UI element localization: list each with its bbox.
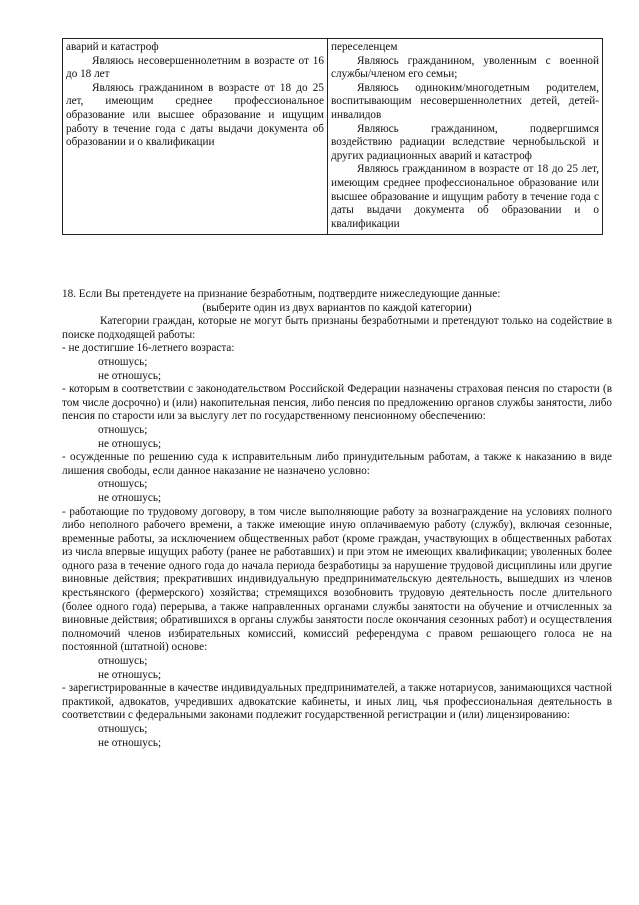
- option-not-applies[interactable]: не отношусь;: [98, 491, 162, 504]
- cell-text: Являюсь гражданином, уволенным с военной службы/членом его семьи;: [331, 54, 599, 81]
- option-not-applies[interactable]: не отношусь;: [98, 369, 162, 382]
- section-subheading: (выберите один из двух вариантов по каждой категории): [202, 301, 472, 314]
- table-cell-right: [328, 39, 603, 235]
- section-heading: 18. Если Вы претендуете на признание безработным, подтвердите нижеследующие данные:: [62, 288, 501, 300]
- section-intro: Категории граждан, которые не могут быть признаны безработными и претендуют только на содействие в поиске подходящей работы:: [62, 315, 612, 341]
- option-not-applies[interactable]: не отношусь;: [98, 668, 162, 681]
- category-item: - зарегистрированные в качестве индивидуальных предпринимателей, а также нотариусов, занимающихся частной практикой, адвокатов, учредивших адвокатские кабинеты, и иных лиц, чья профессиональная деятельность в соответствии с федеральными законами подлежит государственной регистрации и (или) лицензированию:: [62, 682, 612, 722]
- category-item: - работающие по трудовому договору, в том числе выполняющие работу за вознаграждение на условиях полного либо неполного рабочего времени, а также имеющие иную оплачиваемую работу (службу), включая сезонные, временные работы, за исключением общественных работ (кроме граждан, участвующих в общественных работах из числа впервые ищущих работу (ранее не работавших) и при этом не имеющих квалификации; уволенных более одного раза в течение одного года до начала периода безработицы за нарушение трудовой дисциплины или другие виновные действия; прекративших индивидуальную предпринимательскую деятельность, вышедших из членов крестьянского (фермерского) хозяйства; стремящихся возобновить трудовую деятельность после длительного (более одного года) перерыва, а также направленных органами службы занятости на обучение и отчисленных за виновные действия; обратившихся в органы службы занятости после окончания сезонных работ) и осуществления полномочий членов избирательных комиссий, комиссий референдума с правом решающего голоса не на постоянной (штатной) основе:: [62, 505, 612, 654]
- table-row: [63, 39, 603, 235]
- option-applies[interactable]: отношусь;: [98, 723, 148, 735]
- cell-text: аварий и катастроф: [66, 41, 159, 53]
- cell-text: Являюсь гражданином в возрасте от 18 до 25 лет, имеющим среднее профессиональное образование или высшее образование и ищущим работу в течение года с даты выдачи документа об образовании и о квалификации: [66, 81, 324, 149]
- table-cell-left: [63, 39, 328, 235]
- category-item: - осужденные по решению суда к исправительным либо принудительным работам, а также к наказанию в виде лишения свободы, если данное наказание не назначено условно:: [62, 451, 612, 477]
- cell-text: переселенцем: [331, 41, 398, 53]
- category-item: - не достигшие 16-летнего возраста:: [62, 342, 235, 355]
- cell-text: Являюсь несовершеннолетним в возрасте от 16 до 18 лет: [66, 54, 324, 81]
- option-applies[interactable]: отношусь;: [98, 423, 148, 436]
- option-not-applies[interactable]: не отношусь;: [98, 437, 162, 450]
- cell-text: Являюсь гражданином, подвергшимся воздействию радиации вследствие чернобыльской и других радиационных аварий и катастроф: [331, 122, 599, 162]
- option-applies[interactable]: отношусь;: [98, 478, 148, 491]
- categories-table: [62, 38, 603, 235]
- cell-text: Являюсь гражданином в возрасте от 18 до 25 лет, имеющим среднее профессиональное образование или высшее образование и ищущим работу в течение года с даты выдачи документа об образовании и о квалификации: [331, 163, 599, 230]
- category-item: - которым в соответствии с законодательством Российской Федерации назначены страховая пенсия по старости (в том числе досрочно) и (или) накопительная пенсия, либо пенсия по предложению органов службы занятости, либо пенсия по старости или за выслугу лет по государственному пенсионному обеспечению:: [62, 383, 612, 423]
- cell-text: Являюсь одиноким/многодетным родителем, воспитывающим несовершеннолетних детей, детей-инвалидов: [331, 81, 599, 121]
- section-18: [62, 288, 612, 750]
- option-not-applies[interactable]: не отношусь;: [98, 736, 162, 749]
- option-applies[interactable]: отношусь;: [98, 355, 148, 368]
- option-applies[interactable]: отношусь;: [98, 655, 148, 668]
